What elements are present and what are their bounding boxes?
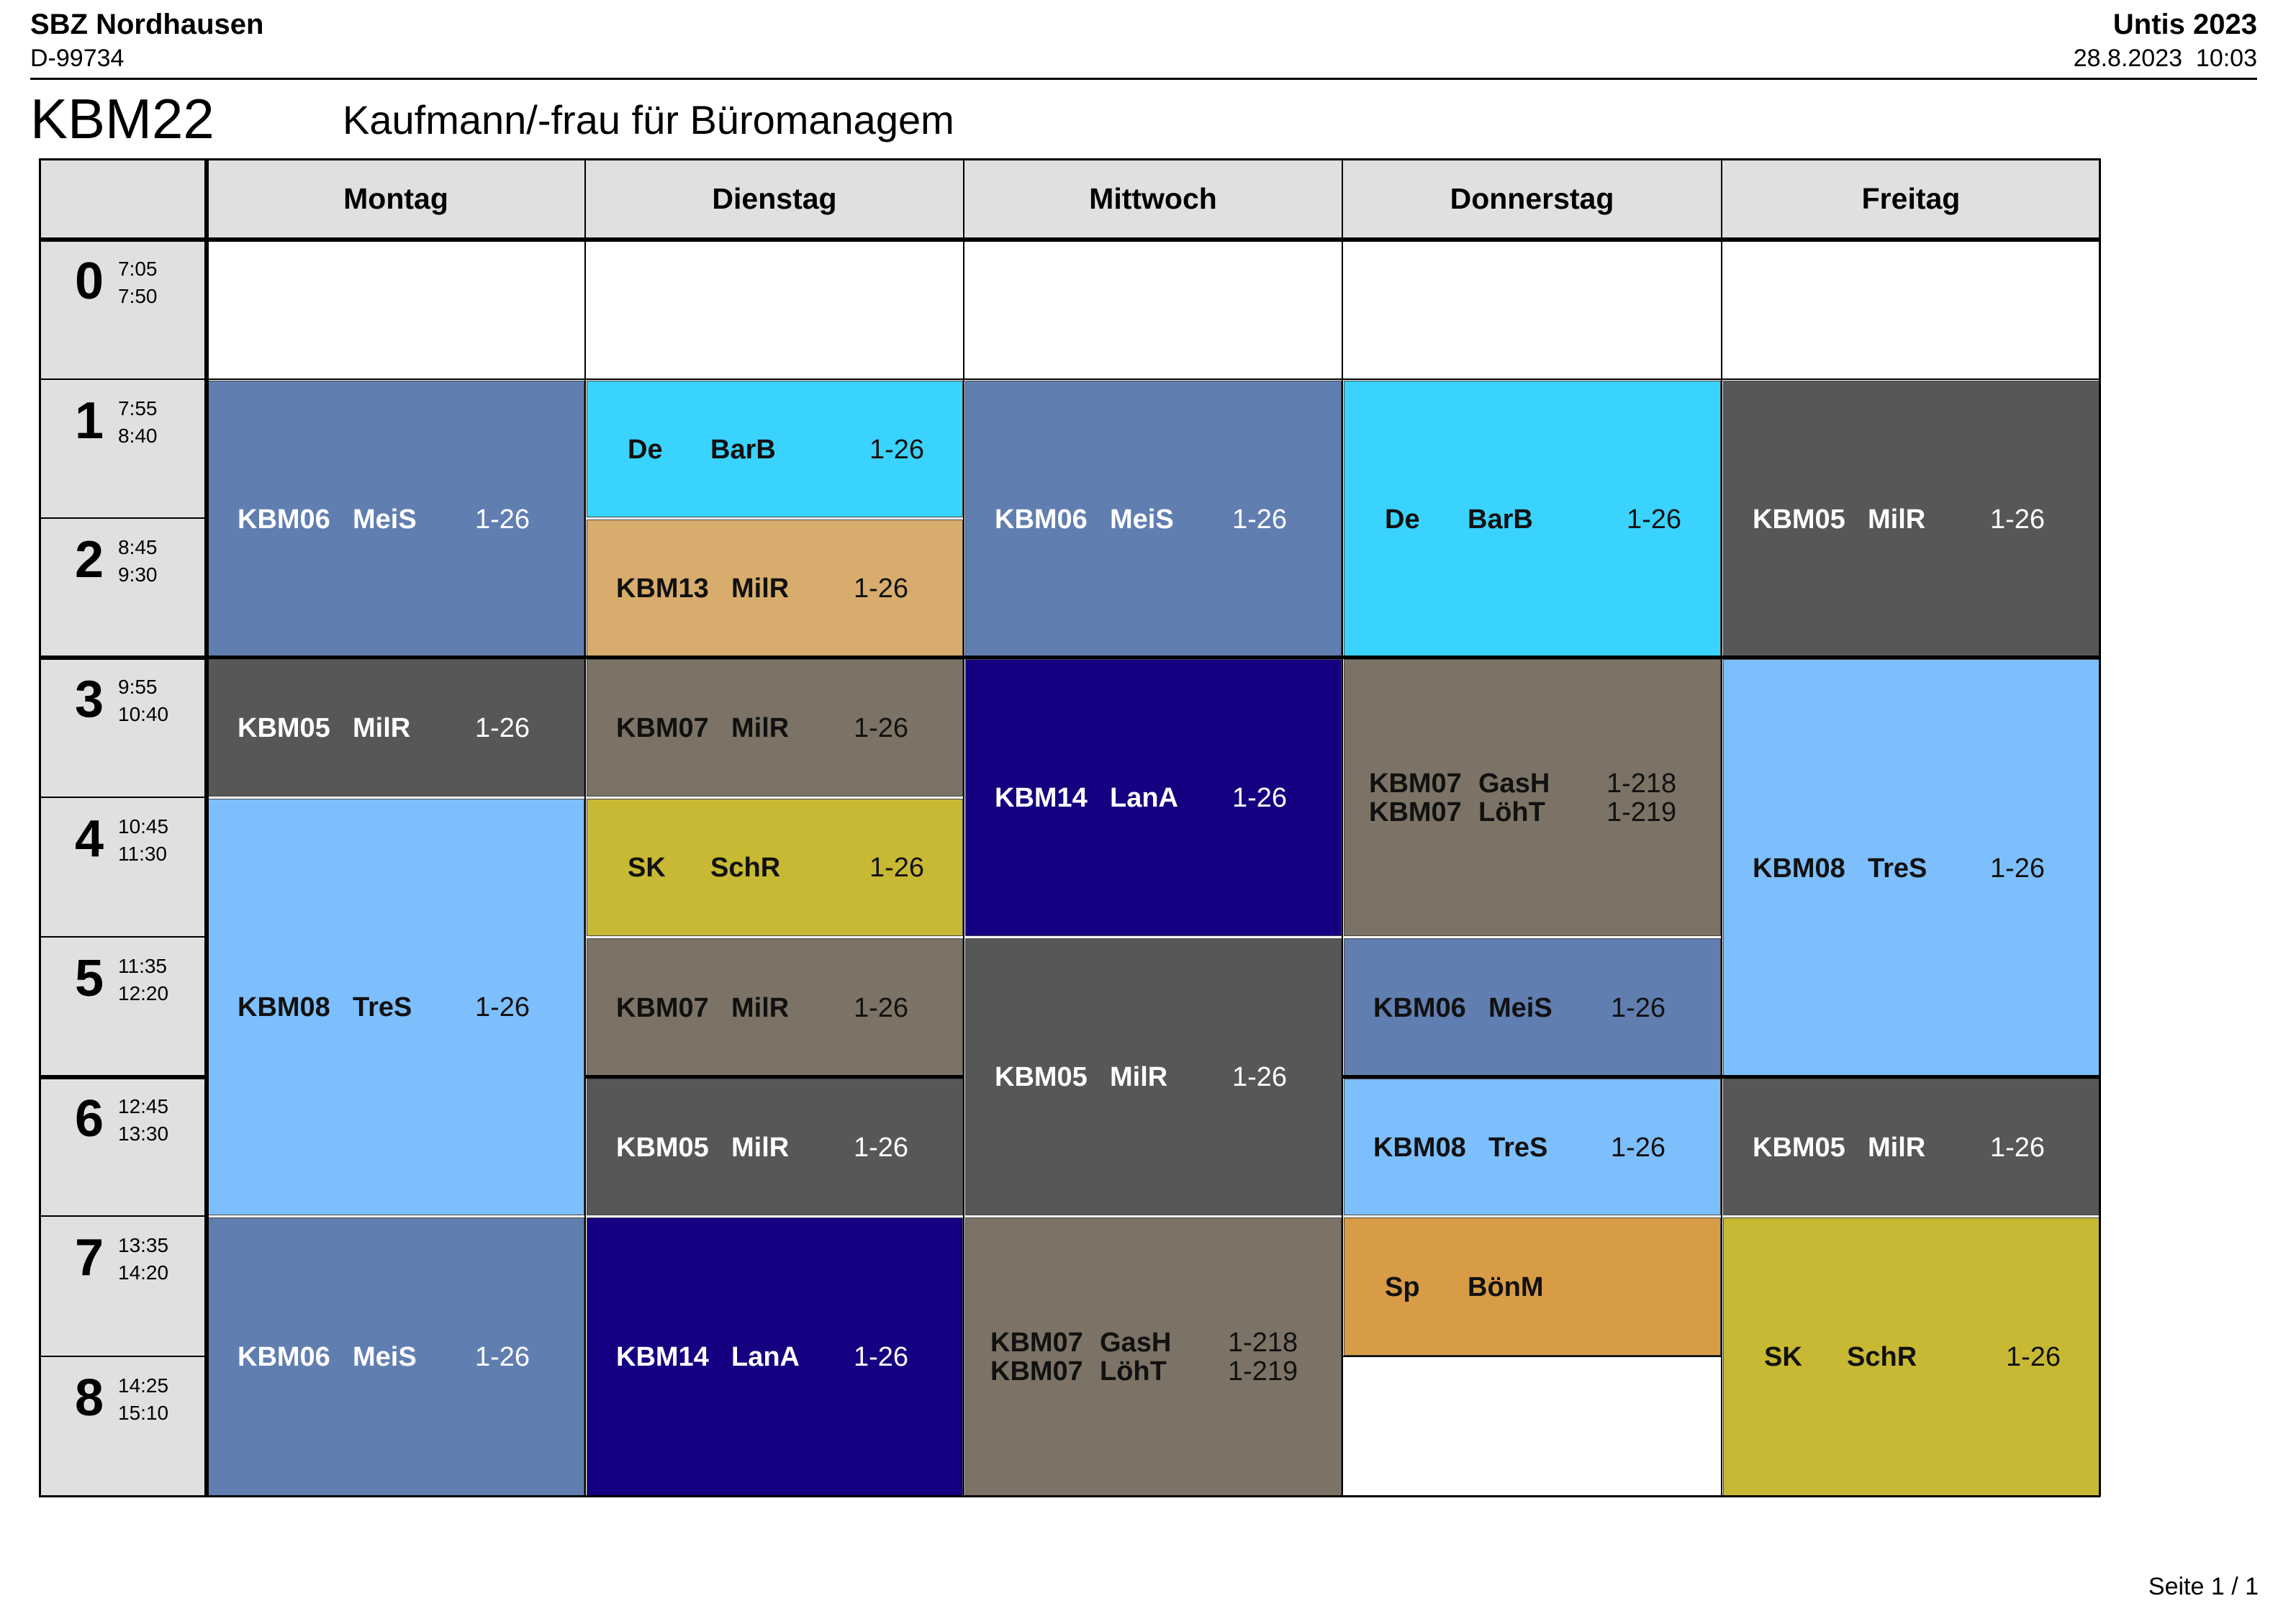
period-number: 1 — [75, 392, 104, 450]
lesson-donnerstag-p6[interactable] — [1344, 1079, 1721, 1215]
class-label: KBM06 — [995, 504, 1088, 535]
lesson-line — [238, 1343, 584, 1371]
lesson-line — [995, 505, 1341, 534]
row-line — [207, 378, 2100, 380]
period-time — [118, 395, 158, 450]
day-header-dienstag: Dienstag — [585, 158, 964, 240]
day-divider — [584, 158, 586, 1497]
period-end: 12:20 — [118, 982, 169, 1004]
lesson-line — [1373, 994, 1720, 1022]
grid-border-left — [39, 158, 41, 1497]
period-number: 6 — [75, 1090, 104, 1148]
lesson-line — [616, 1343, 962, 1371]
teacher-label: MilR — [1868, 504, 1926, 535]
school-name: SBZ Nordhausen — [30, 9, 264, 40]
room-label: 1-26 — [1611, 993, 1666, 1023]
class-label: KBM13 — [616, 573, 709, 604]
page-number: Seite 1 / 1 — [2148, 1573, 2259, 1600]
lesson-dienstag-p1[interactable] — [587, 381, 963, 517]
period-end: 10:40 — [118, 703, 169, 725]
lesson-line — [1373, 1133, 1720, 1162]
teacher-label: LanA — [1110, 783, 1178, 813]
room-label: 1-219 — [1606, 797, 1677, 827]
room-label: 1-26 — [854, 993, 909, 1023]
teacher-label: SchR — [710, 853, 781, 883]
period-0 — [39, 240, 207, 379]
class-label: KBM05 — [995, 1062, 1088, 1092]
lesson-dienstag-p2[interactable] — [587, 520, 963, 657]
lesson-line — [616, 574, 962, 603]
lesson-dienstag-p4[interactable] — [587, 799, 963, 936]
class-name: KBM22 — [30, 87, 214, 150]
room-label: 1-26 — [1627, 504, 1682, 535]
period-end: 13:30 — [118, 1122, 169, 1145]
teacher-label: MeiS — [353, 1342, 417, 1372]
lesson-montag-p3[interactable] — [208, 659, 584, 797]
class-label: KBM05 — [1753, 504, 1845, 535]
room-label: 1-26 — [854, 573, 909, 604]
class-label: KBM06 — [238, 504, 330, 535]
period-7 — [39, 1216, 207, 1356]
room-label: 1-219 — [1228, 1356, 1298, 1387]
period-end: 11:30 — [118, 843, 167, 865]
teacher-label: BarB — [710, 435, 776, 465]
room-label: 1-26 — [1232, 504, 1288, 535]
grid-border-top — [39, 158, 2100, 160]
lesson-montag-p1[interactable] — [208, 381, 584, 657]
room-label: 1-26 — [869, 435, 925, 465]
period-number: 5 — [75, 950, 104, 1007]
period-end: 14:20 — [118, 1261, 169, 1284]
lesson-line — [1369, 798, 1720, 827]
teacher-label: SchR — [1847, 1342, 1917, 1372]
lesson-line — [1385, 505, 1720, 534]
teacher-label: GasH — [1478, 768, 1550, 799]
lesson-freitag-p1[interactable] — [1723, 381, 2100, 657]
period-time — [118, 953, 168, 1007]
period-time — [118, 1232, 168, 1287]
class-label: KBM06 — [238, 1342, 330, 1372]
period-5 — [39, 937, 207, 1077]
lesson-line — [1753, 854, 2099, 883]
subject-label: Sp — [1385, 1272, 1420, 1302]
day-header-montag: Montag — [207, 158, 585, 240]
school-id: D-99734 — [30, 45, 125, 72]
room-label: 1-26 — [854, 1133, 909, 1163]
lesson-line — [1764, 1343, 2099, 1371]
lesson-freitag-p7[interactable] — [1723, 1217, 2100, 1496]
lesson-line — [1385, 1273, 1720, 1302]
class-description: Kaufmann/-frau für Büromanagem — [343, 97, 954, 142]
lesson-line — [1753, 505, 2099, 534]
lesson-mittwoch-p7[interactable] — [965, 1217, 1342, 1496]
teacher-label: MilR — [1868, 1133, 1926, 1163]
period-row-line — [39, 656, 207, 660]
teacher-label: LanA — [731, 1342, 800, 1372]
period-3 — [39, 658, 207, 797]
room-label: 1-26 — [869, 853, 925, 883]
teacher-label: MilR — [731, 993, 790, 1023]
room-label: 1-26 — [1611, 1133, 1666, 1163]
day-header-donnerstag: Donnerstag — [1342, 158, 1722, 240]
lesson-line — [990, 1328, 1341, 1357]
period-time — [118, 534, 158, 589]
period-row-line — [39, 936, 207, 938]
period-start: 11:35 — [118, 955, 167, 977]
period-start: 12:45 — [118, 1095, 169, 1117]
teacher-label: GasH — [1100, 1328, 1172, 1358]
period-4 — [39, 797, 207, 937]
day-divider — [963, 158, 964, 1497]
lesson-line — [616, 1133, 962, 1162]
period-number: 0 — [75, 253, 104, 310]
period-time — [118, 1372, 168, 1427]
class-label: KBM05 — [238, 713, 330, 743]
period-row-line — [39, 1215, 207, 1217]
period-6 — [39, 1077, 207, 1216]
period-start: 7:05 — [118, 258, 158, 280]
class-label: KBM07 — [616, 993, 709, 1023]
lesson-line — [1753, 1133, 2099, 1162]
subject-label: SK — [1764, 1342, 1802, 1372]
period-row-line — [39, 517, 207, 519]
teacher-label: MilR — [731, 573, 790, 604]
period-number: 4 — [75, 810, 104, 868]
period-time — [118, 255, 158, 310]
lesson-donnerstag-p5[interactable] — [1344, 938, 1721, 1076]
teacher-label: MilR — [731, 1133, 790, 1163]
grid-border-bottom — [39, 1495, 2100, 1497]
lesson-line — [995, 1063, 1341, 1092]
lesson-mittwoch-p3[interactable] — [965, 659, 1342, 936]
teacher-label: MeiS — [1488, 993, 1552, 1023]
break-line — [207, 656, 2100, 659]
class-label: KBM08 — [1373, 1133, 1466, 1163]
period-start: 10:45 — [118, 815, 169, 838]
lesson-montag-p7[interactable] — [208, 1217, 584, 1496]
room-label: 1-26 — [475, 992, 530, 1022]
lesson-montag-p4[interactable] — [208, 799, 584, 1215]
lesson-line — [990, 1357, 1341, 1386]
break-line — [1342, 1075, 2100, 1079]
period-1 — [39, 379, 207, 518]
class-label: KBM07 — [990, 1328, 1083, 1358]
header-divider — [39, 237, 2100, 242]
lesson-line — [616, 994, 962, 1022]
software-name: Untis 2023 — [2112, 9, 2257, 40]
lesson-mittwoch-p1[interactable] — [965, 381, 1342, 657]
class-label: KBM07 — [616, 713, 709, 743]
print-timestamp: 28.8.2023 10:03 — [2073, 45, 2257, 72]
subject-label: De — [628, 435, 663, 465]
day-divider — [1342, 158, 1343, 1497]
teacher-label: MeiS — [353, 504, 417, 535]
lesson-freitag-p6[interactable] — [1723, 1079, 2100, 1215]
lesson-line — [238, 714, 584, 743]
period-row-line — [39, 797, 207, 798]
period-end: 15:10 — [118, 1402, 169, 1424]
room-label: 1-26 — [1990, 1133, 2046, 1163]
period-row-line — [39, 1075, 207, 1079]
room-label: 1-26 — [1232, 1062, 1288, 1092]
row-line — [1342, 1356, 1722, 1357]
lesson-line — [616, 714, 962, 743]
teacher-label: LöhT — [1478, 797, 1545, 827]
room-label: 1-26 — [1990, 853, 2046, 884]
lesson-line — [1369, 769, 1720, 798]
lesson-donnerstag-p7[interactable] — [1344, 1217, 1721, 1356]
teacher-label: TreS — [353, 992, 412, 1022]
period-number: 8 — [75, 1369, 104, 1427]
class-label: KBM08 — [1753, 853, 1845, 884]
room-label: 1-218 — [1228, 1328, 1298, 1358]
teacher-label: MilR — [353, 713, 411, 743]
period-end: 9:30 — [118, 563, 158, 586]
teacher-label: BarB — [1468, 504, 1533, 535]
room-label: 1-26 — [2006, 1342, 2061, 1372]
period-8 — [39, 1356, 207, 1497]
period-time — [118, 673, 168, 728]
class-label: KBM06 — [1373, 993, 1466, 1023]
teacher-label: BönM — [1468, 1272, 1544, 1302]
lesson-line — [238, 505, 584, 534]
room-label: 1-26 — [854, 713, 909, 743]
grid-border-right — [2099, 158, 2101, 1497]
period-divider — [204, 158, 209, 1497]
lesson-donnerstag-p3[interactable] — [1344, 659, 1721, 936]
room-label: 1-26 — [1990, 504, 2046, 535]
teacher-label: LöhT — [1100, 1356, 1167, 1387]
class-label: KBM07 — [1369, 768, 1462, 799]
class-label: KBM14 — [616, 1342, 709, 1372]
period-row-line — [39, 378, 207, 380]
room-label: 1-26 — [854, 1342, 909, 1372]
period-start: 9:55 — [118, 676, 158, 698]
lesson-dienstag-p3[interactable] — [587, 659, 963, 797]
period-start: 7:55 — [118, 397, 158, 419]
room-label: 1-26 — [475, 1342, 530, 1372]
lesson-mittwoch-p5[interactable] — [965, 938, 1342, 1215]
break-line — [585, 1075, 964, 1079]
period-start: 13:35 — [118, 1234, 169, 1256]
lesson-dienstag-p5[interactable] — [587, 938, 963, 1076]
period-number: 2 — [75, 531, 104, 589]
class-label: KBM05 — [1753, 1133, 1845, 1163]
period-2 — [39, 518, 207, 658]
room-label: 1-26 — [475, 713, 530, 743]
teacher-label: MilR — [731, 713, 790, 743]
lesson-dienstag-p7[interactable] — [587, 1217, 963, 1496]
day-header-mittwoch: Mittwoch — [964, 158, 1342, 240]
period-start: 14:25 — [118, 1374, 169, 1397]
teacher-label: MeiS — [1110, 504, 1174, 535]
period-time — [118, 1093, 168, 1148]
teacher-label: MilR — [1110, 1062, 1168, 1092]
lesson-donnerstag-p1[interactable] — [1344, 381, 1721, 657]
lesson-line — [628, 435, 962, 464]
period-end: 7:50 — [118, 285, 158, 307]
period-time — [118, 813, 168, 868]
class-label: KBM07 — [1369, 797, 1462, 827]
period-end: 8:40 — [118, 425, 158, 447]
lesson-line — [238, 993, 584, 1022]
class-label: KBM05 — [616, 1133, 709, 1163]
corner-cell — [39, 158, 207, 240]
class-label: KBM07 — [990, 1356, 1083, 1387]
teacher-label: TreS — [1868, 853, 1927, 884]
lesson-line — [995, 784, 1341, 812]
day-divider — [1721, 158, 1722, 1497]
class-label: KBM14 — [995, 783, 1088, 813]
lesson-dienstag-p6[interactable] — [587, 1079, 963, 1215]
room-label: 1-26 — [475, 504, 530, 535]
subject-label: SK — [628, 853, 666, 883]
period-row-line — [39, 1356, 207, 1357]
period-number: 3 — [75, 671, 104, 728]
lesson-line — [628, 853, 962, 882]
room-label: 1-26 — [1232, 783, 1288, 813]
period-number: 7 — [75, 1229, 104, 1287]
period-start: 8:45 — [118, 536, 158, 558]
day-header-freitag: Freitag — [1722, 158, 2100, 240]
teacher-label: TreS — [1488, 1133, 1548, 1163]
subject-label: De — [1385, 504, 1420, 535]
lesson-freitag-p3[interactable] — [1723, 659, 2100, 1076]
room-label: 1-218 — [1606, 768, 1677, 799]
class-label: KBM08 — [238, 992, 330, 1022]
